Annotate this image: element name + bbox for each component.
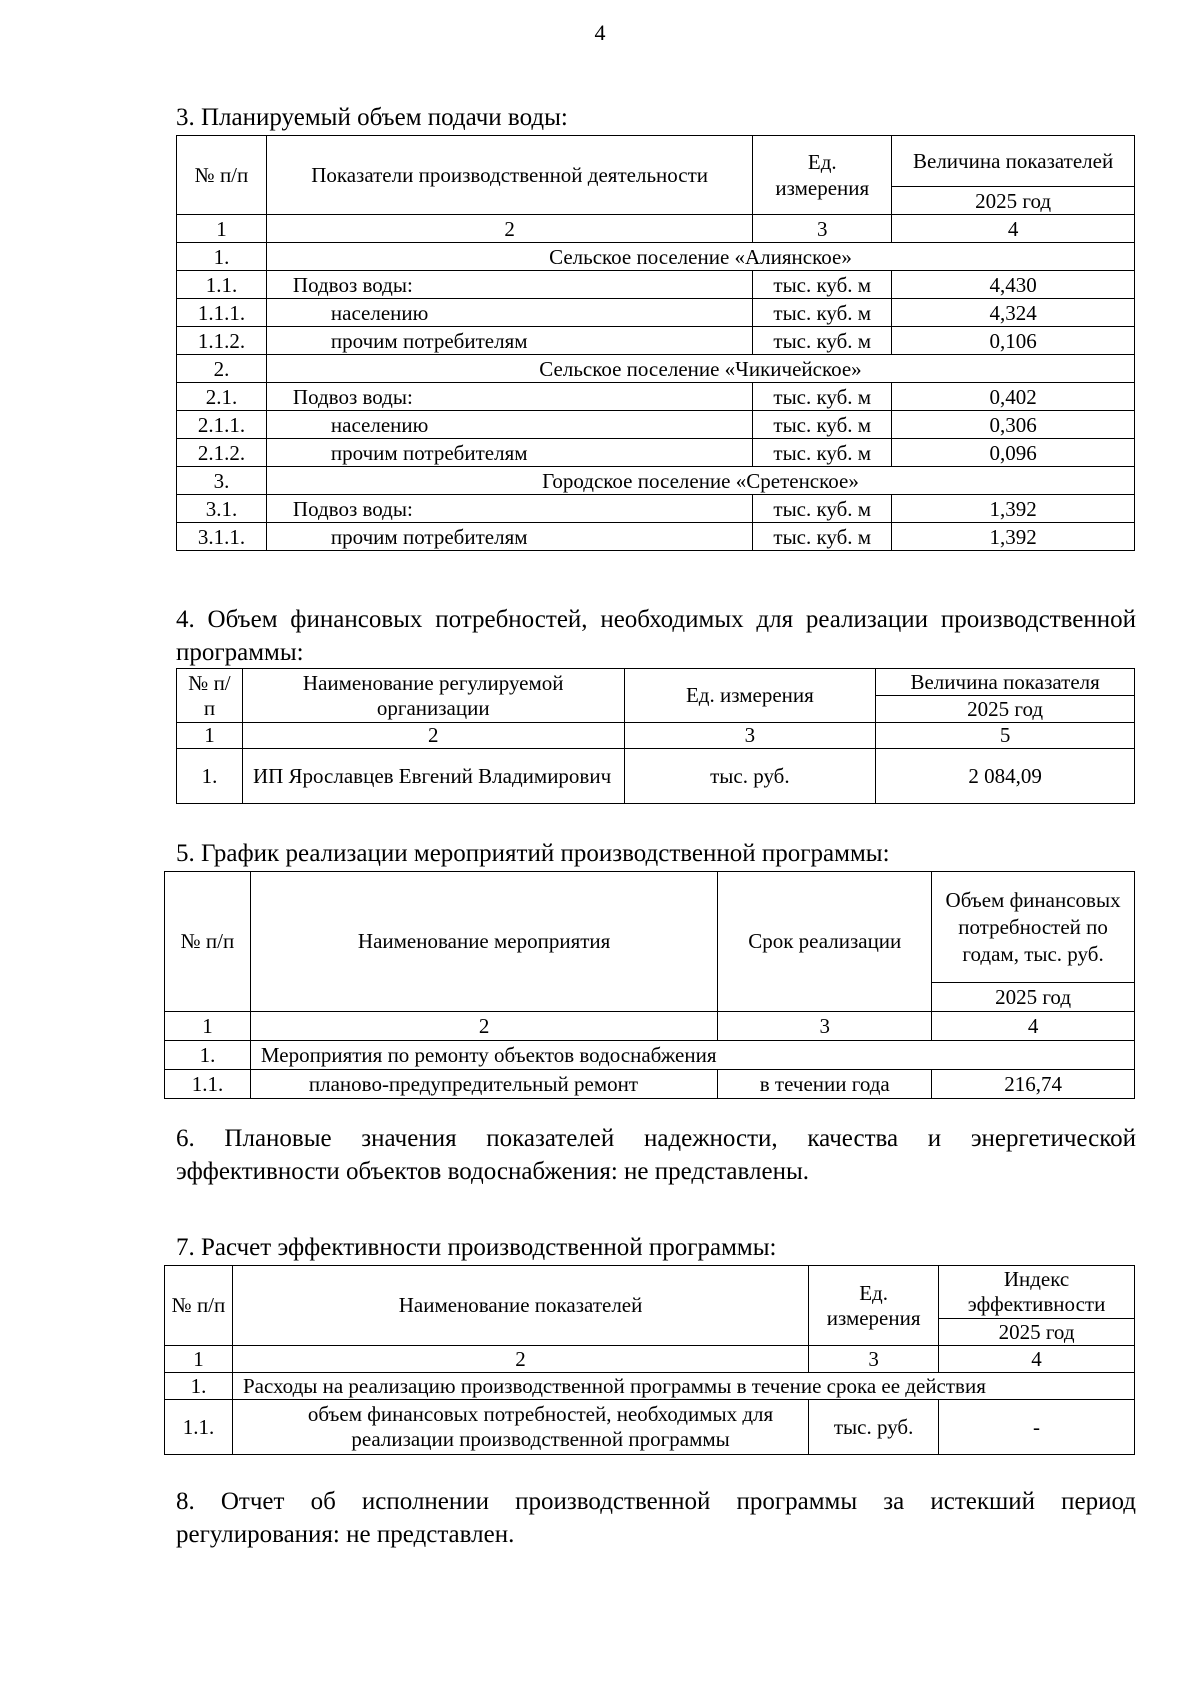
section8-text: 8. Отчет об исполнении производственной программы за истекший период регулирования: не представлен. <box>176 1488 1136 1548</box>
row-term: в течении года <box>718 1070 932 1099</box>
group-num: 2. <box>177 355 267 383</box>
header-year: 2025 год <box>932 983 1135 1012</box>
row-name: планово-предупредительный ремонт <box>250 1070 717 1099</box>
group-num: 1. <box>177 243 267 271</box>
col-number: 3 <box>718 1012 932 1041</box>
section5-title: 5. График реализации мероприятий производственной программы: <box>176 840 890 867</box>
col-number: 1 <box>165 1346 233 1373</box>
col-number: 2 <box>232 1346 808 1373</box>
header-num: № п/п <box>165 872 251 1012</box>
group-row <box>177 355 1135 383</box>
row-num: 1.1. <box>165 1070 251 1099</box>
col-number: 5 <box>876 723 1135 749</box>
header-unit: Ед. измерения <box>809 1266 939 1346</box>
row-value: 1,392 <box>892 495 1135 523</box>
col-number: 1 <box>177 215 267 243</box>
table-row <box>177 327 1135 355</box>
col-number: 2 <box>266 215 752 243</box>
row-value: 0,106 <box>892 327 1135 355</box>
table-row <box>177 439 1135 467</box>
row-unit: тыс. куб. м <box>753 495 892 523</box>
header-indicator: Показатели производственной деятельности <box>266 136 752 215</box>
row-unit: тыс. куб. м <box>753 299 892 327</box>
section4-title: 4. Объем финансовых потребностей, необходимых для реализации производственной программы: <box>176 606 1136 666</box>
column-numbers-row <box>177 723 1135 749</box>
col-number: 2 <box>242 723 624 749</box>
row-value: 0,096 <box>892 439 1135 467</box>
group-row <box>177 243 1135 271</box>
table-row <box>177 495 1135 523</box>
row-num: 2.1.2. <box>177 439 267 467</box>
group-num: 1. <box>165 1041 251 1070</box>
group-name: Сельское поселение «Чикичейское» <box>266 355 1134 383</box>
col-number: 3 <box>624 723 876 749</box>
header-year: 2025 год <box>939 1319 1135 1346</box>
row-unit: тыс. куб. м <box>753 383 892 411</box>
group-row <box>165 1041 1135 1070</box>
row-value: 216,74 <box>932 1070 1135 1099</box>
row-value: - <box>939 1400 1135 1455</box>
table-row <box>165 1070 1135 1099</box>
row-unit: тыс. куб. м <box>753 271 892 299</box>
group-name: Мероприятия по ремонту объектов водоснабжения <box>250 1041 1134 1070</box>
header-num: № п/п <box>177 669 243 723</box>
row-num: 1.1. <box>165 1400 233 1455</box>
col-number: 3 <box>753 215 892 243</box>
header-year: 2025 год <box>876 696 1135 723</box>
column-numbers-row <box>177 215 1135 243</box>
header-term: Срок реализации <box>718 872 932 1012</box>
section6-text: 6. Плановые значения показателей надежности, качества и энергетической эффективности объектов водоснабжения: не представлены. <box>176 1125 1136 1185</box>
col-number: 4 <box>892 215 1135 243</box>
table-row <box>177 271 1135 299</box>
group-row <box>177 467 1135 495</box>
row-unit: тыс. руб. <box>624 749 876 804</box>
col-number: 3 <box>809 1346 939 1373</box>
row-num: 3.1.1. <box>177 523 267 551</box>
water-supply-table <box>176 135 1135 551</box>
group-name: Расходы на реализацию производственной программы в течение срока ее действия <box>232 1373 1134 1400</box>
row-unit: тыс. куб. м <box>753 327 892 355</box>
row-unit: тыс. куб. м <box>753 439 892 467</box>
row-num: 1. <box>177 749 243 804</box>
column-numbers-row <box>165 1346 1135 1373</box>
header-num: № п/п <box>165 1266 233 1346</box>
row-num: 1.1. <box>177 271 267 299</box>
row-num: 2.1. <box>177 383 267 411</box>
header-unit: Ед. измерения <box>624 669 876 723</box>
col-number: 2 <box>250 1012 717 1041</box>
row-name: населению <box>266 411 752 439</box>
table-row <box>177 523 1135 551</box>
group-row <box>165 1373 1135 1400</box>
row-name: Подвоз воды: <box>266 495 752 523</box>
efficiency-table <box>164 1265 1135 1455</box>
row-unit: тыс. куб. м <box>753 411 892 439</box>
table-row <box>177 749 1135 804</box>
row-num: 3.1. <box>177 495 267 523</box>
col-number: 4 <box>932 1012 1135 1041</box>
header-unit: Ед. измерения <box>753 136 892 215</box>
row-org: ИП Ярославцев Евгений Владимирович <box>242 749 624 804</box>
header-year: 2025 год <box>892 187 1135 215</box>
col-number: 4 <box>939 1346 1135 1373</box>
row-num: 1.1.2. <box>177 327 267 355</box>
table-row <box>165 1400 1135 1455</box>
row-name: населению <box>266 299 752 327</box>
header-num: № п/п <box>177 136 267 215</box>
row-name: Подвоз воды: <box>266 271 752 299</box>
row-num: 1.1.1. <box>177 299 267 327</box>
section3-title: 3. Планируемый объем подачи воды: <box>176 104 568 131</box>
row-num: 2.1.1. <box>177 411 267 439</box>
header-volume: Объем финансовых потребностей по годам, тыс. руб. <box>932 872 1135 983</box>
row-name: прочим потребителям <box>266 439 752 467</box>
col-number: 1 <box>165 1012 251 1041</box>
row-name: прочим потребителям <box>266 327 752 355</box>
header-name: Наименование мероприятия <box>250 872 717 1012</box>
row-value: 4,324 <box>892 299 1135 327</box>
row-name: Подвоз воды: <box>266 383 752 411</box>
group-name: Сельское поселение «Алиянское» <box>266 243 1134 271</box>
header-index: Индекс эффективности <box>939 1266 1135 1319</box>
row-value: 4,430 <box>892 271 1135 299</box>
table-row <box>177 411 1135 439</box>
page-number: 4 <box>594 20 606 45</box>
header-value: Величина показателей <box>892 136 1135 187</box>
row-unit: тыс. куб. м <box>753 523 892 551</box>
row-value: 2 084,09 <box>876 749 1135 804</box>
section7-title: 7. Расчет эффективности производственной программы: <box>176 1234 777 1261</box>
group-num: 3. <box>177 467 267 495</box>
row-unit: тыс. руб. <box>809 1400 939 1455</box>
col-number: 1 <box>177 723 243 749</box>
financial-needs-table <box>176 668 1135 804</box>
schedule-table <box>164 871 1135 1099</box>
column-numbers-row <box>165 1012 1135 1041</box>
row-name: прочим потребителям <box>266 523 752 551</box>
row-value: 1,392 <box>892 523 1135 551</box>
row-value: 0,402 <box>892 383 1135 411</box>
row-name: объем финансовых потребностей, необходимых для реализации производственной программы <box>232 1400 808 1455</box>
header-name: Наименование показателей <box>232 1266 808 1346</box>
group-num: 1. <box>165 1373 233 1400</box>
table-row <box>177 299 1135 327</box>
table-row <box>177 383 1135 411</box>
header-value: Величина показателя <box>876 669 1135 696</box>
row-value: 0,306 <box>892 411 1135 439</box>
group-name: Городское поселение «Сретенское» <box>266 467 1134 495</box>
header-org: Наименование регулируемой организации <box>242 669 624 723</box>
